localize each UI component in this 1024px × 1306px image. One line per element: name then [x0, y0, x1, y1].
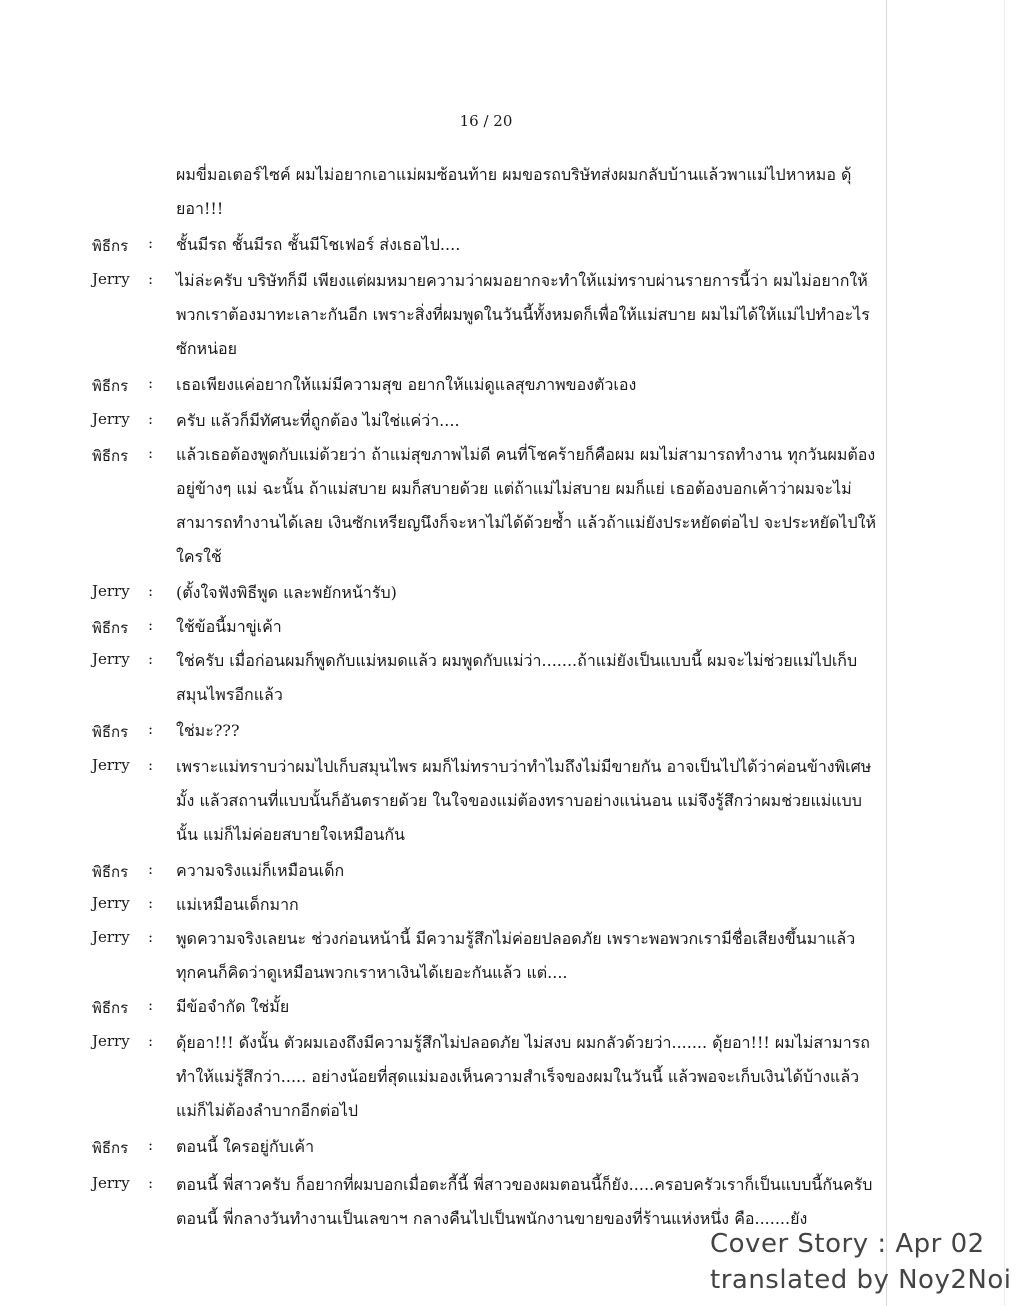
speaker-colon: :: [148, 234, 154, 252]
speaker-colon: :: [148, 894, 154, 912]
dialogue-text: ใช่มะ???: [176, 721, 240, 740]
speaker-name: พิธีกร: [92, 723, 129, 741]
speaker-name: พิธีกร: [92, 1139, 129, 1157]
speaker-name: พิธีกร: [92, 999, 129, 1017]
dialogue-text: ครับ แล้วก็มีทัศนะที่ถูกต้อง ไม่ใช่แค่ว่า....: [176, 411, 460, 430]
dialogue-text: ตอนนี้ ใครอยู่กับเค้า: [176, 1137, 315, 1156]
speaker-colon: :: [148, 444, 154, 462]
speaker-colon: :: [148, 270, 154, 288]
speaker-name: Jerry: [92, 582, 130, 600]
speaker-colon: :: [148, 720, 154, 738]
dialogue-text: ดุ้ยอา!!! ดังนั้น ตัวผมเองถึงมีความรู้สึกไม่ปลอดภัย ไม่สงบ ผมกลัวด้วยว่า....... ดุ้ยอา!!! ผมไม่สามารถทำให้แม่รู้สึกว่า..... อย่างน้อยที่สุดแม่มองเห็นความสำเร็จของผมในวันนี้ แล้วพอจะเก็บเงินได้บ้างแล้ว แม่ก็ไม่ต้องลำบากอีกต่อไป: [176, 1033, 870, 1120]
speaker-name: Jerry: [92, 410, 130, 428]
speaker-name: Jerry: [92, 894, 130, 912]
speaker-colon: :: [148, 374, 154, 392]
dialogue-text: พูดความจริงเลยนะ ช่วงก่อนหน้านี้ มีความรู้สึกไม่ค่อยปลอดภัย เพราะพอพวกเรามีชื่อเสียงขึ้นมาแล้ว ทุกคนก็คิดว่าดูเหมือนพวกเราหาเงินได้เยอะกันแล้ว แต่....: [176, 929, 856, 982]
dialogue-text: (ตั้งใจฟังพิธีพูด และพยักหน้ารับ): [176, 583, 397, 602]
dialogue-text: เธอเพียงแค่อยากให้แม่มีความสุข อยากให้แม่ดูแลสุขภาพของตัวเอง: [176, 375, 637, 394]
speaker-name: พิธีกร: [92, 447, 129, 465]
speaker-name: Jerry: [92, 650, 130, 668]
page-number: 16 / 20: [459, 112, 513, 130]
dialogue-text: ตอนนี้ พี่สาวครับ ก็อยากที่ผมบอกเมื่อตะกี้นี้ พี่สาวของผมตอนนี้ก็ยัง.....ครอบครัวเราก็เป็นแบบนี้กันครับ ตอนนี้ พี่กลางวันทำงานเป็นเลขาฯ กลางคืนไปเป็นพนักงานขายของที่ร้านแห่งหนึ่ง คือ.......ยัง: [176, 1175, 873, 1228]
speaker-name: พิธีกร: [92, 237, 129, 255]
speaker-colon: :: [148, 1174, 154, 1192]
speaker-colon: :: [148, 928, 154, 946]
speaker-colon: :: [148, 996, 154, 1014]
dialogue-text: มีข้อจำกัด ใช่มั้ย: [176, 997, 290, 1016]
speaker-colon: :: [148, 756, 154, 774]
speaker-colon: :: [148, 582, 154, 600]
speaker-colon: :: [148, 1032, 154, 1050]
dialogue-text: ชั้นมีรถ ชั้นมีรถ ชั้นมีโชเฟอร์ ส่งเธอไป....: [176, 235, 461, 254]
translation-credit: [710, 1226, 1011, 1298]
speaker-name: พิธีกร: [92, 863, 129, 881]
speaker-colon: :: [148, 650, 154, 668]
dialogue-text: เพราะแม่ทราบว่าผมไปเก็บสมุนไพร ผมก็ไม่ทราบว่าทำไมถึงไม่มีขายกัน อาจเป็นไปได้ว่าค่อนข้างพิเศษมั้ง แล้วสถานที่แบบนั้นก็อันตรายด้วย ในใจของแม่ต้องทราบอย่างแน่นอน แม่จึงรู้สึกว่าผมช่วยแม่แบบนั้น แม่ก็ไม่ค่อยสบายใจเหมือนกัน: [176, 757, 872, 844]
speaker-colon: :: [148, 410, 154, 428]
page-edge-line: [886, 0, 887, 1306]
speaker-name: Jerry: [92, 756, 130, 774]
dialogue-text: ไม่ล่ะครับ บริษัทก็มี เพียงแต่ผมหมายความว่าผมอยากจะทำให้แม่ทราบผ่านรายการนี้ว่า ผมไม่อยากให้พวกเราต้องมาทะเลาะกันอีก เพราะสิ่งที่ผมพูดในวันนี้ทั้งหมดก็เพื่อให้แม่สบาย ผมไม่ได้ให้แม่ไปทำอะไรซักหน่อย: [176, 271, 870, 358]
dialogue-text: ความจริงแม่ก็เหมือนเด็ก: [176, 861, 345, 880]
speaker-name: Jerry: [92, 1032, 130, 1050]
page-edge-line-outer: [1004, 0, 1005, 1306]
speaker-colon: :: [148, 1136, 154, 1154]
dialogue-text: ผมขี่มอเตอร์ไซค์ ผมไม่อยากเอาแม่ผมซ้อนท้าย ผมขอรถบริษัทส่งผมกลับบ้านแล้วพาแม่ไปหาหมอ ดุ้ยอา!!!: [176, 165, 852, 218]
credit-title: Cover Story : Apr 02: [710, 1229, 985, 1259]
speaker-name: พิธีกร: [92, 377, 129, 395]
speaker-name: Jerry: [92, 270, 130, 288]
speaker-colon: :: [148, 616, 154, 634]
credit-translator: translated by Noy2Noi: [710, 1265, 1012, 1295]
speaker-colon: :: [148, 860, 154, 878]
dialogue-text: ใช้ข้อนี้มาขู่เค้า: [176, 617, 282, 636]
dialogue-text: ใช่ครับ เมื่อก่อนผมก็พูดกับแม่หมดแล้ว ผมพูดกับแม่ว่า.......ถ้าแม่ยังเป็นแบบนี้ ผมจะไม่ช่วยแม่ไปเก็บสมุนไพรอีกแล้ว: [176, 651, 858, 704]
dialogue-text: แล้วเธอต้องพูดกับแม่ด้วยว่า ถ้าแม่สุขภาพไม่ดี คนที่โชคร้ายก็คือผม ผมไม่สามารถทำงาน ทุกวันผมต้องอยู่ข้างๆ แม่ ฉะนั้น ถ้าแม่สบาย ผมก็สบายด้วย แต่ถ้าแม่ไม่สบาย ผมก็แย่ เธอต้องบอกเค้าว่าผมจะไม่สามารถทำงานได้เลย เงินซักเหรียญนึงก็จะหาไม่ได้ด้วยซ้ำ แล้วถ้าแม่ยังประหยัดต่อไป จะประหยัดไปให้ใครใช้: [176, 445, 876, 566]
dialogue-text: แม่เหมือนเด็กมาก: [176, 895, 299, 914]
speaker-name: พิธีกร: [92, 619, 129, 637]
speaker-name: Jerry: [92, 1174, 130, 1192]
speaker-name: Jerry: [92, 928, 130, 946]
